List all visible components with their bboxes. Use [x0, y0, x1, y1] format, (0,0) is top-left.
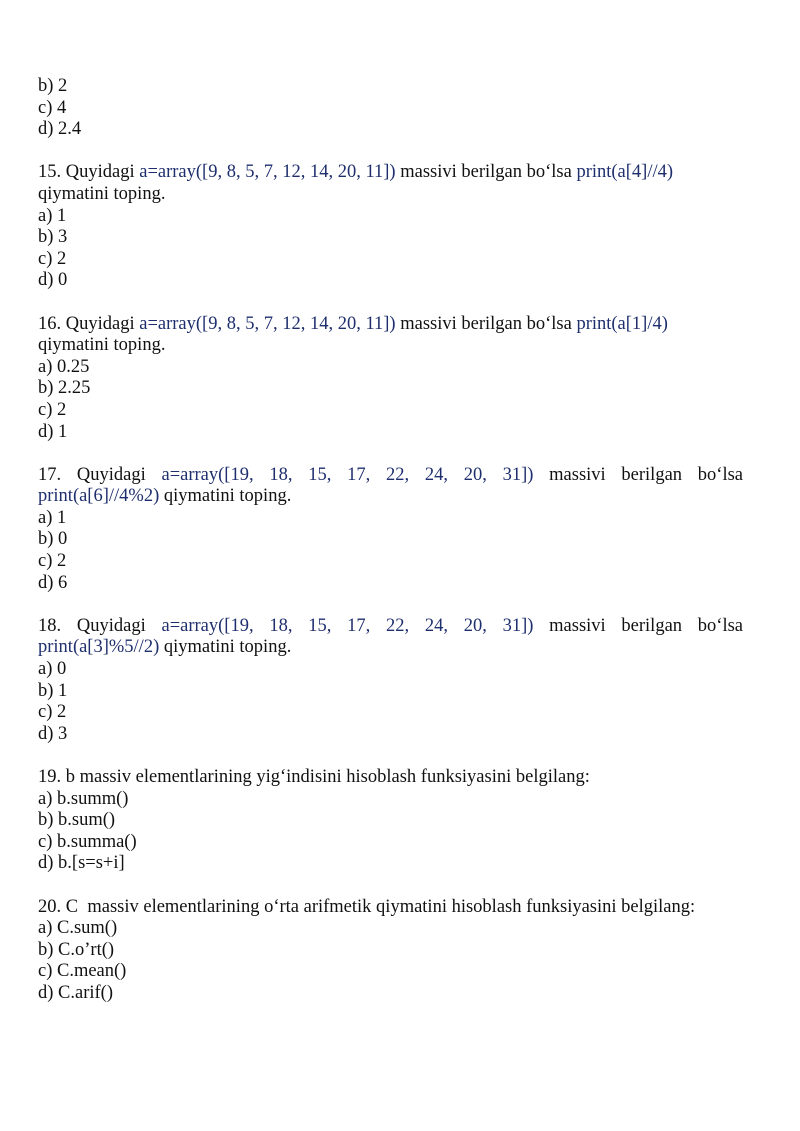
option-d: d) C.arif() [38, 982, 113, 1003]
question-middle: massivi berilgan bo‘lsa [549, 615, 743, 636]
question-prefix: Quyidagi [76, 615, 146, 636]
question-19-text: 19. b massiv elementlarining yig‘indisini hisoblash funksiyasini belgilang: [38, 767, 590, 787]
option-c: c) 2 [38, 702, 67, 723]
question-16-text [38, 314, 743, 336]
question-15 [38, 162, 743, 292]
option-b: b) b.sum() [38, 810, 116, 831]
question-17 [38, 465, 743, 595]
array-code: a=array([19, 18, 15, 17, 22, 24, 20, 31]) [161, 615, 534, 636]
question-middle: massivi berilgan bo‘lsa [549, 464, 743, 485]
question-20 [38, 897, 743, 1005]
question-17-text-cont [38, 486, 743, 508]
question-17-text [38, 465, 743, 487]
option-d: d) 1 [38, 421, 68, 442]
option-a: a) 0 [38, 659, 67, 680]
option-a: a) 0.25 [38, 356, 90, 377]
option-b: b) C.o’rt() [38, 939, 115, 960]
option-d: d) 3 [38, 723, 68, 744]
question-number: 17. [38, 464, 62, 485]
option-c: c) 4 [38, 97, 67, 118]
array-code: a=array([19, 18, 15, 17, 22, 24, 20, 31]) [161, 464, 534, 485]
option-a: a) b.summ() [38, 788, 129, 809]
option-a: a) C.sum() [38, 918, 118, 939]
option-d: d) 0 [38, 270, 68, 291]
option-b: b) 3 [38, 227, 68, 248]
question-18-text-cont [38, 637, 743, 659]
question-prefix: Quyidagi [76, 464, 146, 485]
question-number: 16. [38, 313, 62, 334]
option-b: b) 2.25 [38, 378, 91, 399]
option-b: b) 0 [38, 529, 68, 550]
question-suffix: qiymatini toping. [163, 486, 292, 507]
question-middle: massivi berilgan bo‘lsa [400, 313, 572, 334]
option-b: b) 1 [38, 680, 68, 701]
question-20-text: 20. C massiv elementlarining o‘rta arifmetik qiymatini hisoblash funksiyasini belgilang: [38, 896, 696, 917]
print-code: print(a[1]/4) [576, 313, 668, 334]
question-19 [38, 767, 743, 875]
print-code: print(a[3]%5//2) [38, 637, 160, 658]
option-a: a) 1 [38, 507, 67, 528]
option-a: a) 1 [38, 205, 67, 226]
print-code: print(a[4]//4) [576, 162, 674, 183]
question-15-text [38, 162, 743, 184]
question-18 [38, 616, 743, 746]
question-number: 15. [38, 162, 62, 183]
option-c: c) b.summa() [38, 831, 137, 852]
option-b: b) 2 [38, 76, 68, 96]
question-suffix: qiymatini toping. [163, 637, 292, 658]
question-14-options [38, 76, 743, 141]
array-code: a=array([9, 8, 5, 7, 12, 14, 20, 11]) [139, 313, 396, 334]
question-16-text-cont: qiymatini toping. [38, 335, 166, 356]
question-15-text-cont: qiymatini toping. [38, 183, 166, 204]
option-c: c) 2 [38, 248, 67, 269]
question-prefix: Quyidagi [65, 162, 135, 183]
option-d: d) b.[s=s+i] [38, 853, 125, 874]
question-16 [38, 314, 743, 444]
question-middle: massivi berilgan bo‘lsa [400, 162, 572, 183]
option-d: d) 6 [38, 572, 68, 593]
question-number: 18. [38, 615, 62, 636]
document-page [38, 76, 743, 1005]
option-c: c) 2 [38, 551, 67, 572]
option-d: d) 2.4 [38, 119, 82, 140]
question-18-text [38, 616, 743, 638]
print-code: print(a[6]//4%2) [38, 486, 160, 507]
question-prefix: Quyidagi [65, 313, 135, 334]
array-code: a=array([9, 8, 5, 7, 12, 14, 20, 11]) [139, 162, 396, 183]
option-c: c) 2 [38, 399, 67, 420]
option-c: c) C.mean() [38, 961, 127, 982]
